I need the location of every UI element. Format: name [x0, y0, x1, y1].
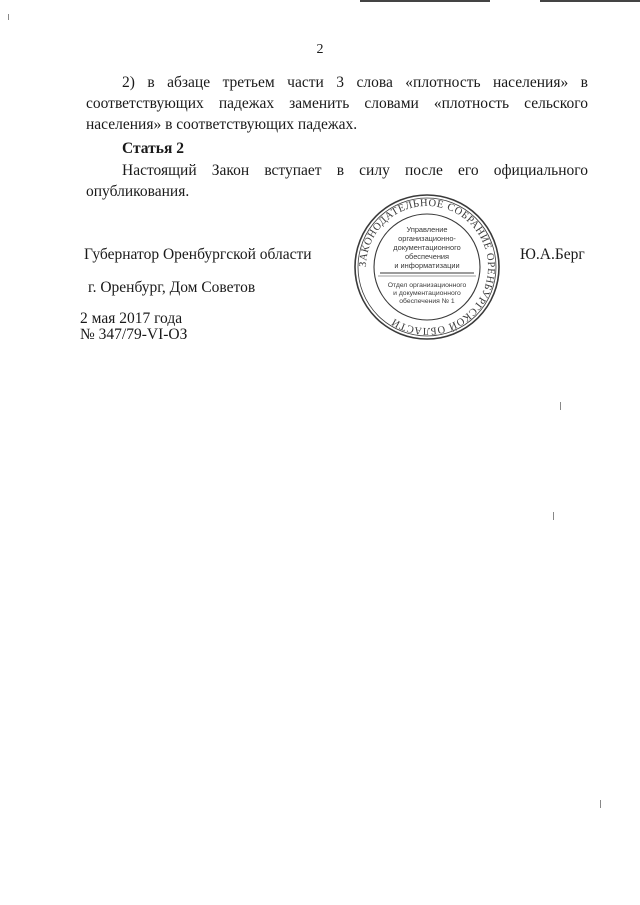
paragraph-amendment: 2) в абзаце третьем части 3 слова «плотность населения» в соответствующих падежах заменить словами «плотность сельского населения» в соответствующих падежах. [86, 74, 588, 133]
top-edge-line [540, 0, 640, 2]
seal-bottom-line: Отдел организационного [387, 282, 467, 289]
governor-title: Губернатор Оренбургской области [84, 246, 312, 263]
official-seal [352, 192, 502, 342]
seal-bottom-line: обеспечения № 1 [399, 298, 455, 305]
signing-date: 2 мая 2017 года [80, 310, 183, 327]
law-number: № 347/79-VI-ОЗ [80, 326, 188, 343]
top-edge-line [360, 0, 490, 2]
article-heading: Статья 2 [122, 140, 184, 157]
paragraph-entry-into-force: Настоящий Закон вступает в силу после его официального опубликования. [86, 162, 588, 200]
seal-inner-line: организационно- [398, 234, 456, 243]
seal-inner-line: документационного [393, 243, 461, 252]
page-number: 2 [316, 42, 324, 57]
scan-mark [553, 512, 554, 520]
seal-inner-line: Управление [406, 225, 448, 234]
seal-ring-text: ЗАКОНОДАТЕЛЬНОЕ СОБРАНИЕ ОРЕНБУРГСКОЙ ОБЛАСТИ [357, 197, 497, 337]
scan-mark [560, 402, 561, 410]
signatory-name: Ю.А.Берг [520, 246, 585, 263]
signing-place: г. Оренбург, Дом Советов [88, 279, 256, 296]
seal-inner-line: и информатизации [394, 261, 460, 270]
scan-mark [8, 14, 9, 20]
seal-inner-line: обеспечения [404, 252, 450, 261]
seal-bottom-line: и документационного [393, 290, 461, 297]
scan-mark [600, 800, 601, 808]
